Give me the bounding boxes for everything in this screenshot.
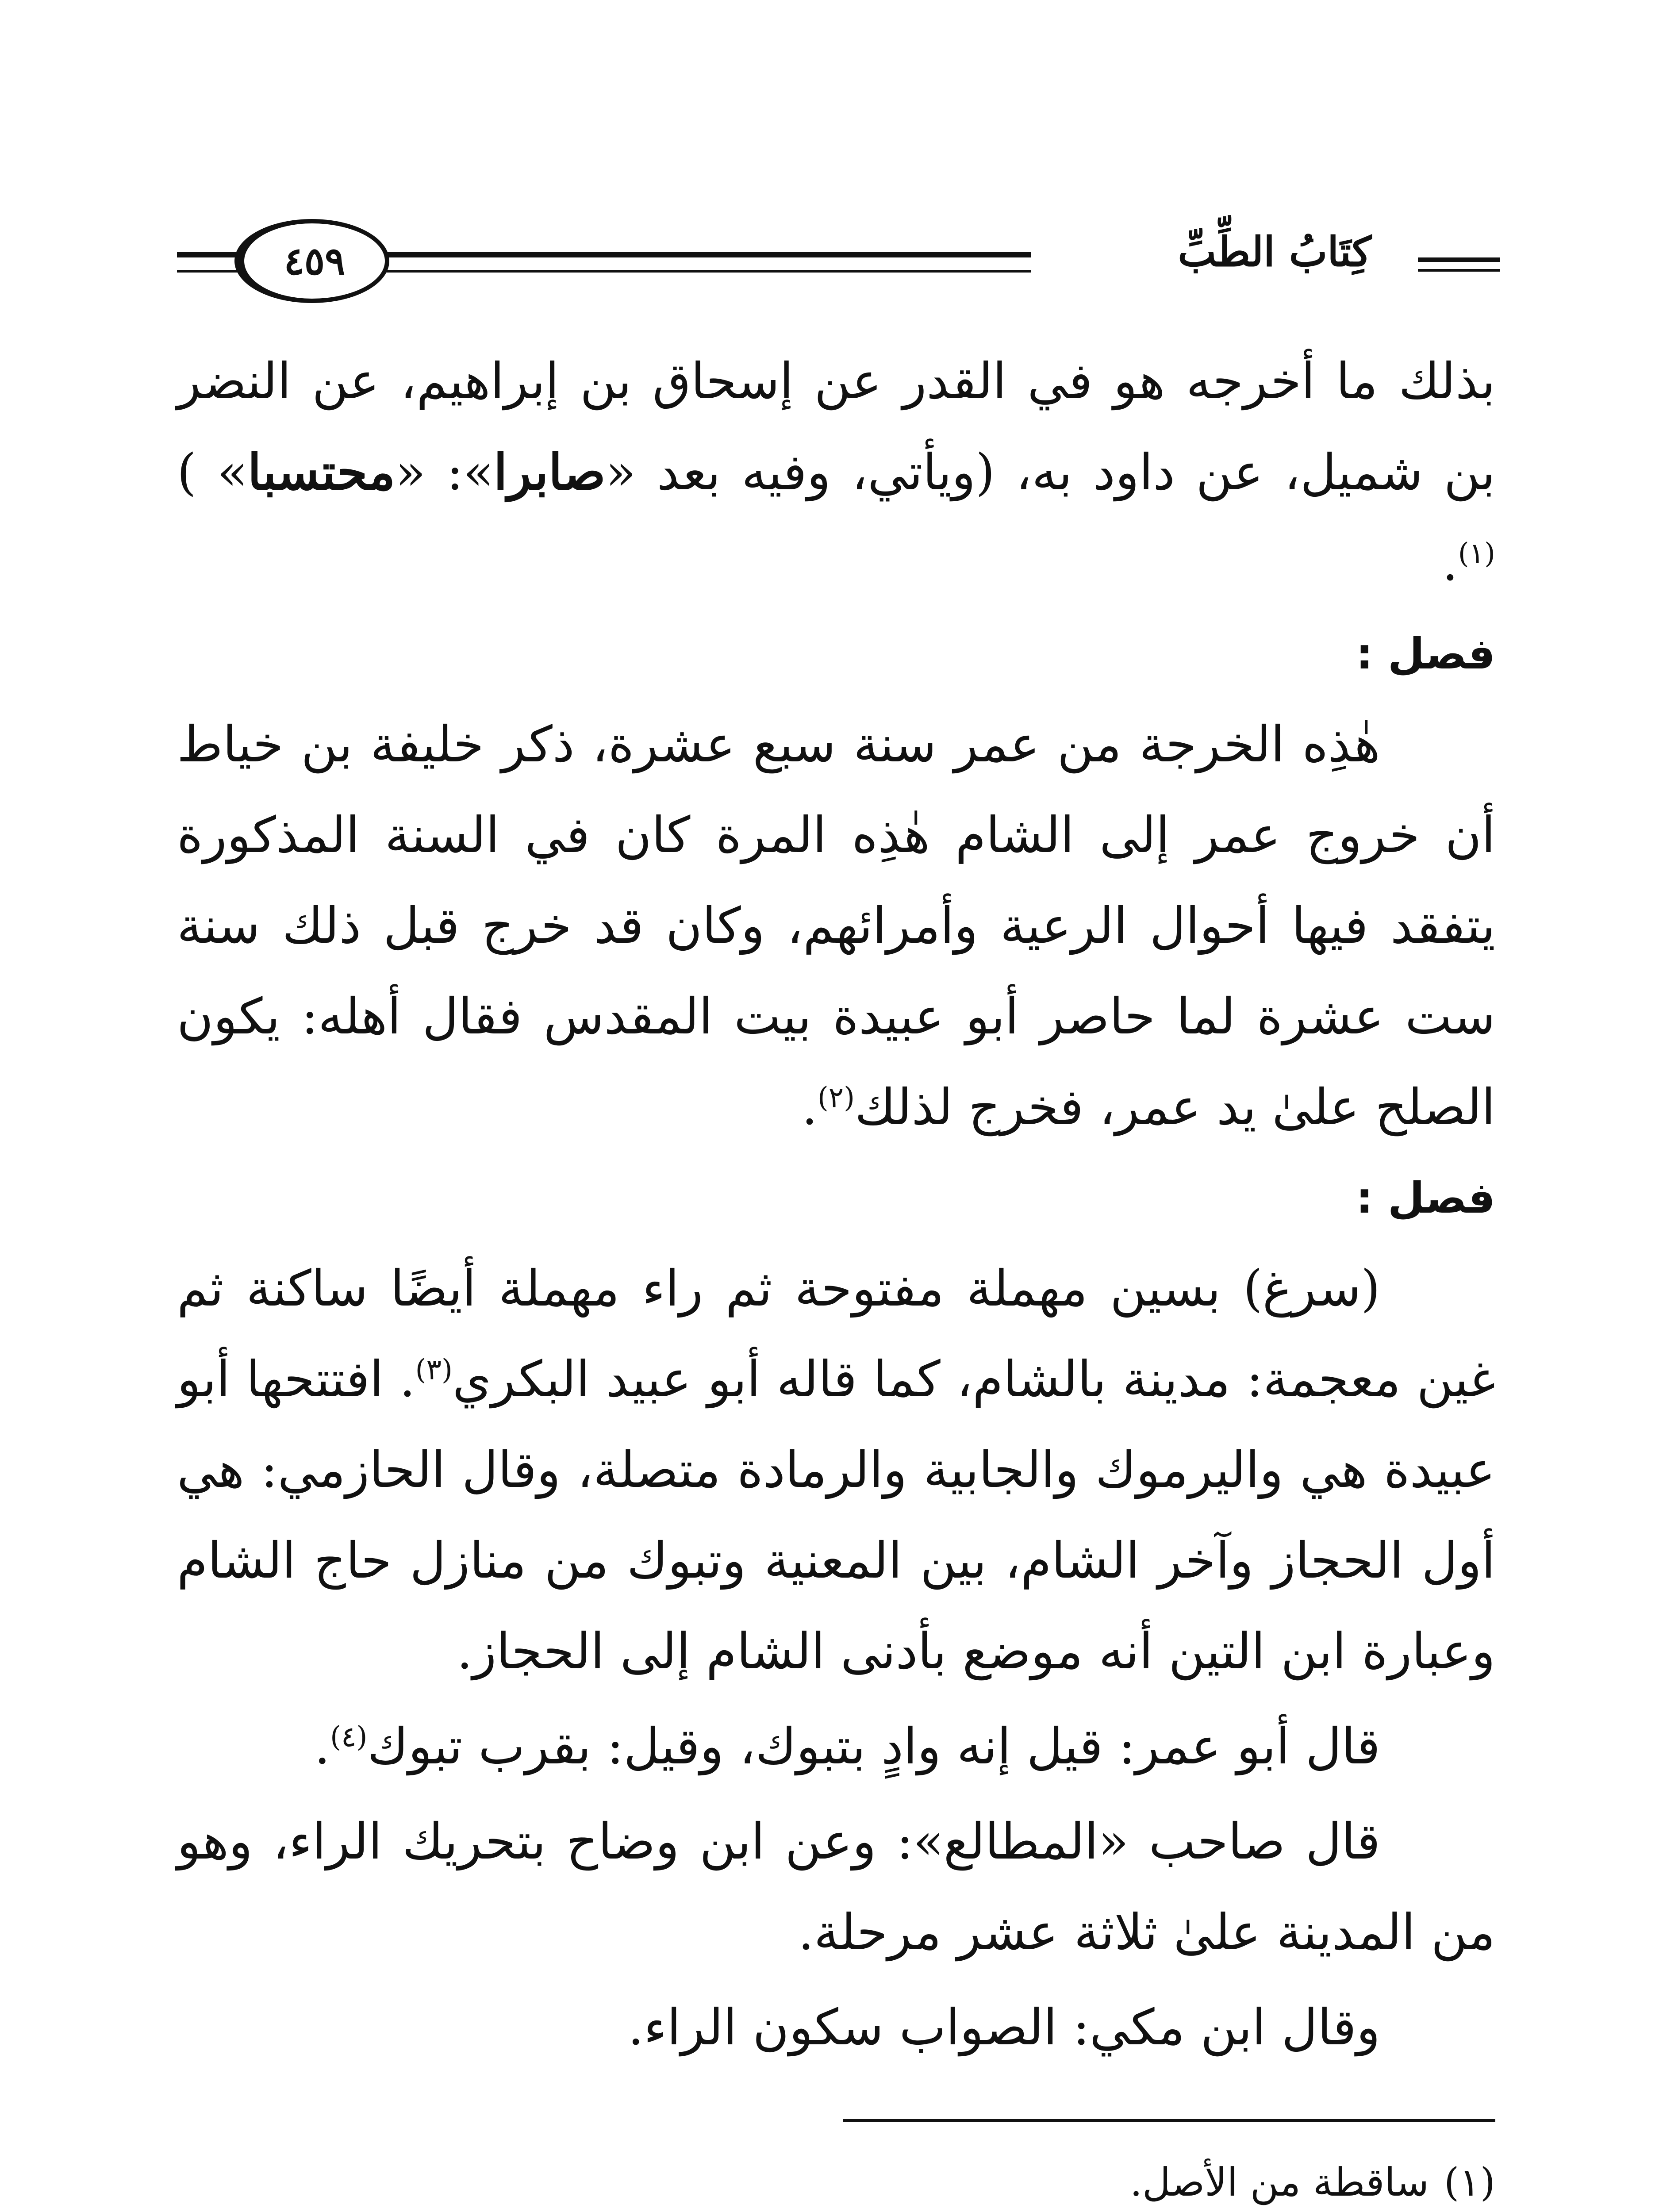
footnote bbox=[655, 2148, 1495, 2212]
footnote-separator bbox=[843, 2119, 1495, 2122]
header-rule bbox=[1418, 257, 1500, 262]
footnote-reference: (٢) bbox=[817, 1081, 855, 1114]
section-heading: فصل : bbox=[1356, 629, 1495, 679]
paragraph: بذلك ما أخرجه هو في القدر عن إسحاق بن إبراهيم، عن النضر بن شميل، عن داود به، (ويأتي، وفيه بعد «صابرا»: «محتسبا» )$^{(١)}$. bbox=[177, 353, 1495, 592]
footnote-reference: (٣) bbox=[415, 1353, 453, 1386]
paragraph: قال أبو عمر: قيل إنه وادٍ بتبوك، وقيل: بقرب تبوك$^{(٤)}$. bbox=[314, 1718, 1380, 1775]
header-rule bbox=[385, 252, 1031, 257]
footnote-number: (١) bbox=[1444, 2159, 1495, 2205]
header-rule bbox=[177, 252, 239, 257]
main-text bbox=[177, 336, 1495, 2073]
page-header bbox=[177, 208, 1500, 314]
footnotes bbox=[655, 2148, 1495, 2212]
footnote-reference: (١) bbox=[1458, 537, 1495, 570]
header-rule bbox=[1418, 269, 1500, 272]
footnote-text: ساقطة من الأصل. bbox=[1129, 2159, 1429, 2205]
section-heading: فصل : bbox=[1356, 1173, 1495, 1223]
paragraph: هٰذِه الخرجة من عمر سنة سبع عشرة، ذكر خليفة بن خياط أن خروج عمر إلى الشام هٰذِه المرة كان في السنة المذكورة يتفقد فيها أحوال الرعية وأمرائهم، وكان قد خرج قبل ذلك سنة ست عشرة لما حاصر أبو عبيدة بيت المقدس فقال أهله: يكون الصلح علىٰ يد عمر، فخرج لذلك$^{(٢)}$. bbox=[177, 716, 1496, 1136]
page-number: ٤٥٩ bbox=[284, 238, 346, 284]
running-title: كِتَابُ الطِّبِّ bbox=[1178, 228, 1371, 276]
header-rule bbox=[385, 270, 1031, 273]
quoted-term: محتسبا bbox=[247, 443, 396, 501]
paragraph: وقال ابن مكي: الصواب سكون الراء. bbox=[628, 1999, 1380, 2056]
header-rule bbox=[177, 270, 239, 273]
paragraph: (سرغ) بسين مهملة مفتوحة ثم راء مهملة أيضًا ساكنة ثم غين معجمة: مدينة بالشام، كما قاله أبو عبيد البكري$^{(٣)}$. افتتحها أبو عبيدة هي واليرموك والجابية والرمادة متصلة، وقال الحازمي: هي أول الحجاز وآخر الشام، بين المعنية وتبوك من منازل حاج الشام وعبارة ابن التين أنه موضع بأدنى الشام إلى الحجاز. bbox=[177, 1260, 1496, 1680]
paragraph: قال صاحب «المطالع»: وعن ابن وضاح بتحريك الراء، وهو من المدينة علىٰ ثلاثة عشر مرحلة. bbox=[177, 1813, 1495, 1961]
quoted-term: صابرا bbox=[493, 443, 606, 501]
page-number-ornament bbox=[234, 219, 389, 303]
footnote-reference: (٤) bbox=[330, 1720, 368, 1754]
